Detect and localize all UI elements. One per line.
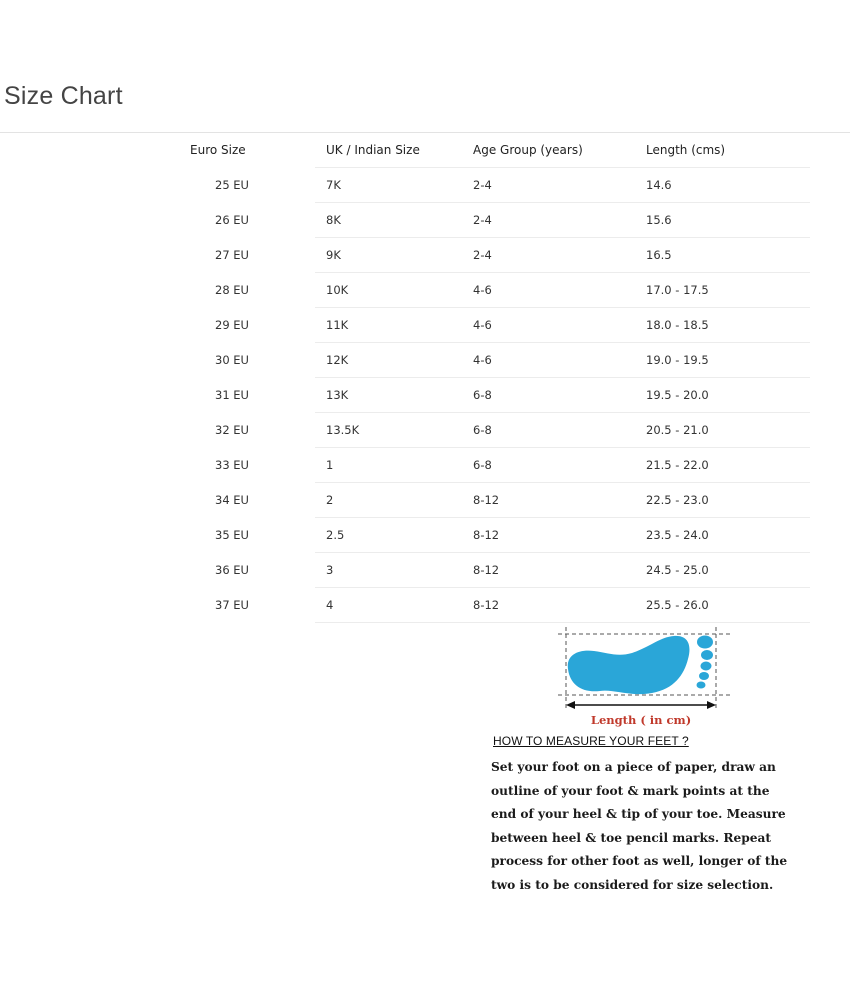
- cell-euro-size: 30 EU: [215, 353, 249, 367]
- cell-uk-size: 2.5: [315, 518, 473, 553]
- table-row: [160, 518, 810, 553]
- cell-uk-size: 7K: [315, 168, 473, 203]
- cell-length: 20.5 - 21.0: [646, 413, 810, 448]
- cell-uk-size: 8K: [315, 203, 473, 238]
- cell-uk-size: 3: [315, 553, 473, 588]
- cell-length: 19.0 - 19.5: [646, 343, 810, 378]
- cell-euro-size: 25 EU: [215, 178, 249, 192]
- cell-uk-size: 11K: [315, 308, 473, 343]
- cell-length: 19.5 - 20.0: [646, 378, 810, 413]
- cell-euro-size: 31 EU: [215, 388, 249, 402]
- cell-uk-size: 13K: [315, 378, 473, 413]
- cell-length: 15.6: [646, 203, 810, 238]
- cell-length: 23.5 - 24.0: [646, 518, 810, 553]
- cell-age-group: 8-12: [473, 553, 646, 588]
- toe-icon: [697, 682, 706, 689]
- cell-length: 16.5: [646, 238, 810, 273]
- header-age-group: Age Group (years): [473, 142, 583, 157]
- table-row: [160, 553, 810, 588]
- cell-age-group: 2-4: [473, 203, 646, 238]
- table-row: [160, 168, 810, 203]
- page-title: Size Chart: [4, 82, 123, 110]
- cell-length: 21.5 - 22.0: [646, 448, 810, 483]
- toe-icon: [699, 672, 709, 680]
- cell-euro-size: 34 EU: [215, 493, 249, 507]
- cell-euro-size: 35 EU: [215, 528, 249, 542]
- cell-euro-size: 37 EU: [215, 598, 249, 612]
- cell-euro-size: 33 EU: [215, 458, 249, 472]
- foot-measure-diagram: [556, 625, 736, 730]
- how-to-measure-title: HOW TO MEASURE YOUR FEET ?: [493, 734, 689, 748]
- cell-length: 17.0 - 17.5: [646, 273, 810, 308]
- arrow-left-icon: [566, 701, 575, 709]
- cell-age-group: 6-8: [473, 413, 646, 448]
- table-row: [160, 308, 810, 343]
- table-row: [160, 273, 810, 308]
- cell-uk-size: 1: [315, 448, 473, 483]
- cell-age-group: 4-6: [473, 308, 646, 343]
- instruction-line: end of your heel & tip of your toe. Measure: [491, 807, 786, 822]
- cell-uk-size: 2: [315, 483, 473, 518]
- length-label: Length ( in cm): [590, 713, 692, 727]
- cell-age-group: 2-4: [473, 238, 646, 273]
- cell-age-group: 6-8: [473, 448, 646, 483]
- cell-age-group: 2-4: [473, 168, 646, 203]
- table-row: [160, 238, 810, 273]
- cell-age-group: 4-6: [473, 343, 646, 378]
- cell-uk-size: 9K: [315, 238, 473, 273]
- cell-uk-size: 10K: [315, 273, 473, 308]
- cell-euro-size: 27 EU: [215, 248, 249, 262]
- header-uk-indian-size: UK / Indian Size: [326, 142, 420, 157]
- header-length: Length (cms): [646, 142, 726, 157]
- cell-euro-size: 36 EU: [215, 563, 249, 577]
- size-chart-table: [160, 132, 810, 623]
- table-row: [160, 483, 810, 518]
- table-row: [160, 203, 810, 238]
- cell-euro-size: 28 EU: [215, 283, 249, 297]
- header-euro-size: Euro Size: [190, 142, 246, 157]
- toe-icon: [701, 662, 712, 671]
- cell-age-group: 8-12: [473, 483, 646, 518]
- table-header-row: [160, 132, 810, 168]
- instruction-line: between heel & toe pencil marks. Repeat: [491, 830, 772, 845]
- cell-uk-size: 13.5K: [315, 413, 473, 448]
- table-row: [160, 413, 810, 448]
- cell-euro-size: 32 EU: [215, 423, 249, 437]
- cell-uk-size: 12K: [315, 343, 473, 378]
- cell-age-group: 4-6: [473, 273, 646, 308]
- foot-illustration: [556, 625, 736, 730]
- table-row: [160, 588, 810, 623]
- cell-uk-size: 4: [315, 588, 473, 623]
- arrow-right-icon: [707, 701, 716, 709]
- cell-length: 14.6: [646, 168, 810, 203]
- cell-length: 18.0 - 18.5: [646, 308, 810, 343]
- table-row: [160, 343, 810, 378]
- cell-euro-size: 29 EU: [215, 318, 249, 332]
- table-row: [160, 378, 810, 413]
- foot-sole-icon: [568, 636, 690, 694]
- cell-length: 22.5 - 23.0: [646, 483, 810, 518]
- how-to-measure-text: [491, 756, 811, 898]
- instruction-line: process for other foot as well, longer of the: [491, 854, 788, 869]
- cell-euro-size: 26 EU: [215, 213, 249, 227]
- toe-icon: [701, 650, 713, 660]
- table-row: [160, 448, 810, 483]
- instruction-line: outline of your foot & mark points at the: [491, 783, 770, 798]
- cell-length: 25.5 - 26.0: [646, 588, 810, 623]
- instruction-line: two is to be considered for size selection.: [491, 877, 774, 892]
- cell-age-group: 8-12: [473, 588, 646, 623]
- toe-icon: [697, 636, 713, 649]
- cell-length: 24.5 - 25.0: [646, 553, 810, 588]
- cell-age-group: 8-12: [473, 518, 646, 553]
- cell-age-group: 6-8: [473, 378, 646, 413]
- instruction-line: Set your foot on a piece of paper, draw an: [491, 760, 776, 774]
